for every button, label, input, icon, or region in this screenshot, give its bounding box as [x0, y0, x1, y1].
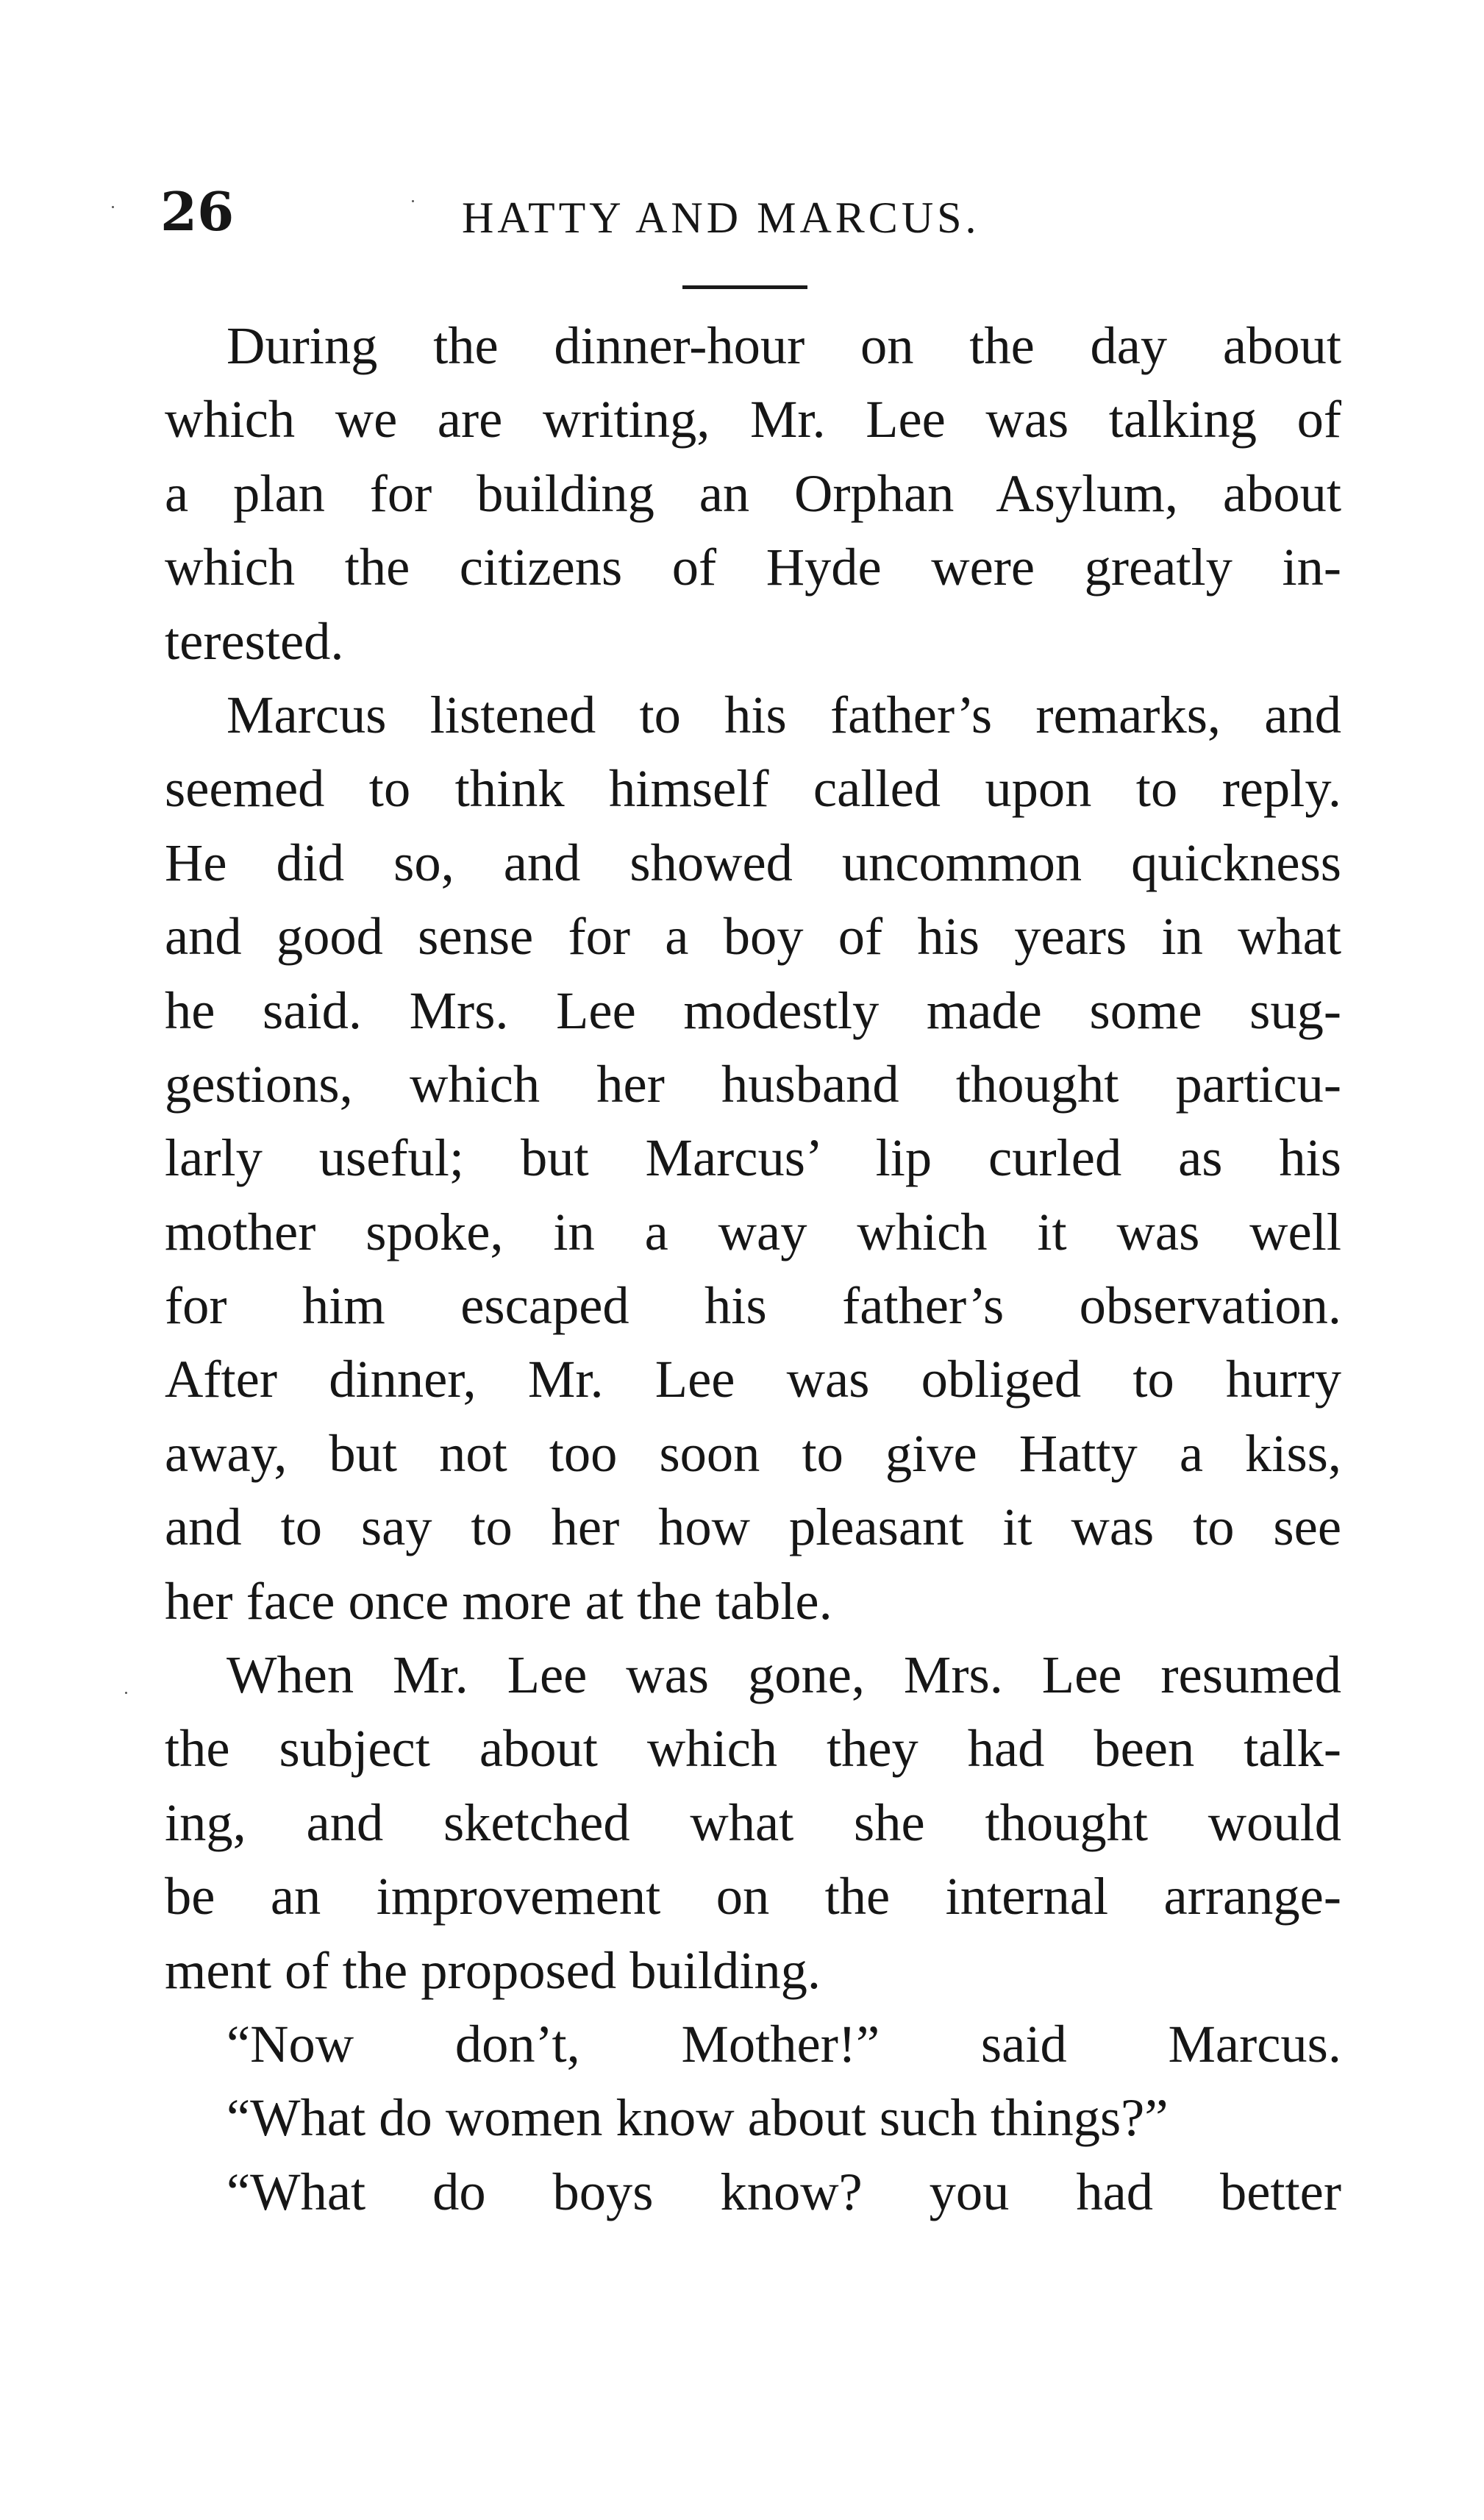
text-line: seemed to think himself called upon to reply.: [165, 758, 1341, 819]
text-line: “Now don’t, Mother!” said Marcus.: [226, 2013, 1341, 2074]
text-line: which we are writing, Mr. Lee was talking of: [165, 389, 1341, 449]
text-line: ment of the proposed building.: [165, 1940, 821, 2000]
text-line: ing, and sketched what she thought would: [165, 1792, 1341, 1852]
text-line: a plan for building an Orphan Asylum, about: [165, 463, 1341, 523]
text-line: terested.: [165, 611, 344, 671]
text-line: After dinner, Mr. Lee was obliged to hurry: [165, 1349, 1341, 1409]
text-line: he said. Mrs. Lee modestly made some sug-: [165, 980, 1341, 1040]
text-line: the subject about which they had been talk-: [165, 1718, 1341, 1779]
text-line: “What do women know about such things?”: [226, 2087, 1169, 2148]
running-title: HATTY AND MARCUS.: [462, 193, 980, 242]
text-line: away, but not too soon to give Hatty a kiss,: [165, 1423, 1341, 1483]
page-number: 26: [160, 180, 235, 243]
margin-speck: [125, 1692, 127, 1694]
body-text: [165, 309, 1341, 2229]
text-line: larly useful; but Marcus’ lip curled as his: [165, 1128, 1341, 1188]
text-line: “What do boys know? you had better: [226, 2161, 1341, 2221]
header-rule: [682, 285, 807, 289]
text-line: When Mr. Lee was gone, Mrs. Lee resumed: [226, 1645, 1341, 1705]
margin-speck: [412, 200, 414, 202]
text-line: mother spoke, in a way which it was well: [165, 1201, 1341, 1261]
text-line: which the citizens of Hyde were greatly in-: [165, 537, 1341, 597]
text-line: and good sense for a boy of his years in what: [165, 906, 1341, 967]
text-line: During the dinner-hour on the day about: [226, 316, 1341, 375]
text-line: He did so, and showed uncommon quickness: [165, 832, 1341, 892]
text-line: for him escaped his father’s observation.: [165, 1275, 1341, 1336]
text-line: her face once more at the table.: [165, 1570, 832, 1631]
margin-speck: [112, 206, 114, 208]
text-line: and to say to her how pleasant it was to see: [165, 1497, 1341, 1557]
text-line: Marcus listened to his father’s remarks, and: [226, 684, 1341, 744]
text-line: be an improvement on the internal arrange-: [165, 1866, 1341, 1926]
text-line: gestions, which her husband thought particu-: [165, 1053, 1341, 1114]
